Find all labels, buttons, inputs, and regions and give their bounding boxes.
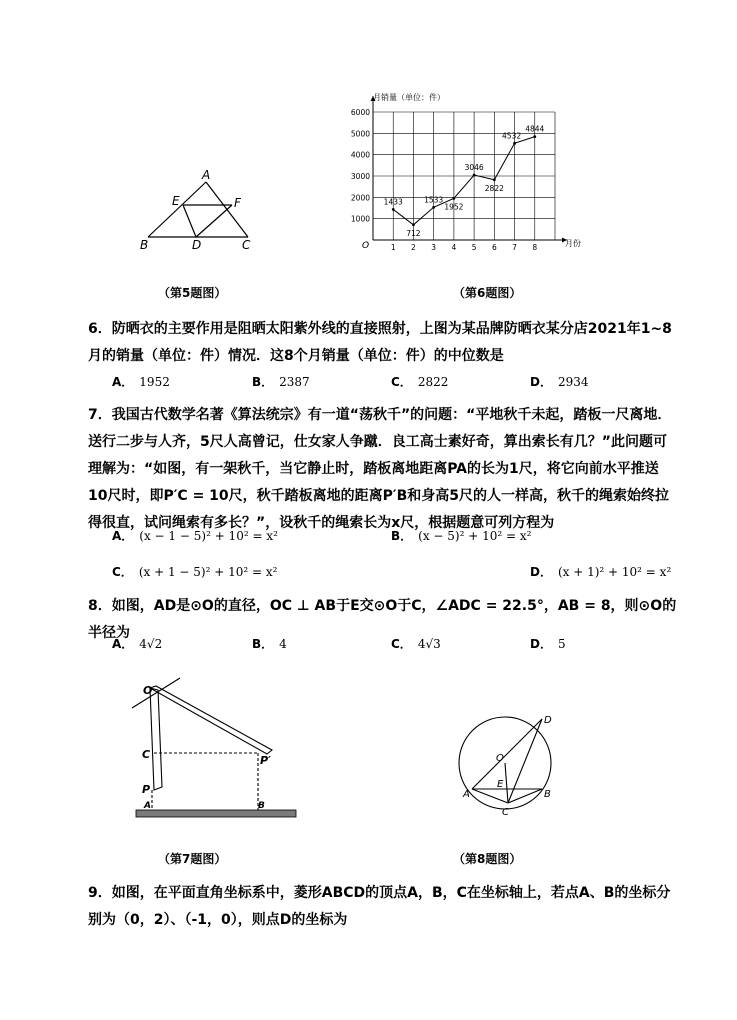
x-tick-label-4: 4 <box>451 243 457 252</box>
q6-option-c: C． 2822 <box>391 375 449 389</box>
q6-option-b: B． 2387 <box>252 375 310 389</box>
x-tick-label-6: 6 <box>491 243 497 252</box>
label-p: P <box>142 783 151 796</box>
q7-text: 我国古代数学名著《算法统宗》有一道“荡秋千”的问题：“平地秋千未起，踏板一尺离地．送行二步与人齐，5尺人高曾记，仕女家人争蹴．良工高士素好奇，算出索长有几？”此问题可理解为：“如图，有一架秋千，当它静止时，踏板离地距离PA的长为1尺，将它向前水平推送10尺时，即P′C = 10尺，秋千踏板离地的距离P′B和身高5尺的人一样高，秋千的绳索始终拉得很直，试问绳索有多长？”，设秋千的绳索长为x尺，根据题意可列方程为 <box>88 407 672 531</box>
x-tick-label-5: 5 <box>471 243 477 252</box>
y-tick-label-6000: 6000 <box>350 108 370 117</box>
q7-option-d: D． (x + 1)² + 10² = x² <box>530 565 672 579</box>
label-d: D <box>544 715 552 726</box>
x-tick-label-1: 1 <box>390 243 396 252</box>
x-tick-label-8: 8 <box>532 243 538 252</box>
label-a: A <box>463 789 470 800</box>
data-label-8: 4844 <box>525 124 545 134</box>
x-tick-label-2: 2 <box>411 243 416 252</box>
question-6 <box>88 316 678 370</box>
data-label-4: 1952 <box>444 202 464 212</box>
label-b: B <box>544 789 551 800</box>
data-point-3 <box>432 206 435 209</box>
segment-oc <box>505 763 508 803</box>
q8-option-d: D． 5 <box>530 637 566 651</box>
chart-ylabel: 月销量（单位：件） <box>373 93 445 102</box>
figure-6-line-chart <box>345 88 595 260</box>
label-e: E <box>172 194 180 208</box>
caption-fig8: （第8题图） <box>453 852 522 866</box>
q8-text: 如图，AD是⊙O的直径，OC ⊥ AB于E交⊙O于C，∠ADC = 22.5°，AB = 8，则⊙O的半径为 <box>88 598 677 641</box>
data-point-2 <box>412 223 415 226</box>
label-f: F <box>234 196 241 210</box>
q8-option-a: A． 4√2 <box>112 637 163 651</box>
segment-df <box>196 205 232 237</box>
label-a: A <box>202 168 211 182</box>
data-label-1: 1433 <box>383 197 403 207</box>
label-c: C <box>142 748 151 761</box>
series-line <box>393 137 535 225</box>
q6-number: 6． <box>88 321 112 337</box>
chart-origin: O <box>362 241 370 251</box>
data-point-1 <box>392 208 395 211</box>
y-tick-label-5000: 5000 <box>350 129 370 139</box>
label-b: B <box>140 238 149 252</box>
x-tick-label-3: 3 <box>431 243 437 252</box>
q9-text: 如图，在平面直角坐标系中，菱形ABCD的顶点A，B，C在坐标轴上，若点A、B的坐标分别为（0，2）、（-1，0），则点D的坐标为 <box>88 885 671 928</box>
y-tick-label-3000: 3000 <box>350 172 370 181</box>
caption-fig6: （第6题图） <box>453 286 522 300</box>
rope-rest <box>150 688 162 790</box>
data-label-2: 712 <box>406 228 421 238</box>
q8-option-b: B． 4 <box>252 637 287 651</box>
q7-number: 7． <box>88 407 112 423</box>
side-ab <box>148 182 206 237</box>
segment-ed <box>183 205 196 237</box>
q6-option-d: D． 2934 <box>530 375 589 389</box>
data-label-5: 3046 <box>464 163 484 173</box>
diameter-ad <box>472 719 542 789</box>
label-c: C <box>242 238 251 252</box>
chart-xlabel: 月份 <box>565 239 581 248</box>
segment-cd <box>508 719 542 803</box>
caption-fig5: （第5题图） <box>158 286 227 300</box>
question-8 <box>88 593 678 647</box>
figure-7-swing <box>128 672 303 824</box>
segment-ac <box>472 789 508 803</box>
label-b: B <box>258 801 265 811</box>
label-p-prime: P′ <box>260 754 271 767</box>
q9-number: 9． <box>88 885 112 901</box>
q8-number: 8． <box>88 598 112 614</box>
label-c: C <box>502 807 509 818</box>
label-e: E <box>497 779 504 790</box>
data-label-7: 4532 <box>502 131 522 141</box>
rope-swung <box>150 686 272 754</box>
data-point-8 <box>533 135 536 138</box>
label-o: O <box>496 753 504 764</box>
label-d: D <box>192 238 202 252</box>
beam <box>132 678 180 708</box>
y-tick-label-2000: 2000 <box>350 193 370 203</box>
q7-option-c: C． (x + 1 − 5)² + 10² = x² <box>112 565 278 579</box>
ground <box>136 810 296 817</box>
data-point-6 <box>493 178 496 181</box>
figure-8-circle <box>450 705 570 820</box>
y-tick-label-1000: 1000 <box>350 214 370 224</box>
x-tick-label-7: 7 <box>512 243 517 252</box>
data-point-4 <box>452 197 455 200</box>
question-7 <box>88 402 678 537</box>
label-o: O <box>143 684 153 697</box>
caption-fig7: （第7题图） <box>158 852 227 866</box>
data-point-7 <box>513 142 516 145</box>
data-label-3: 1533 <box>424 195 444 205</box>
figure-5-triangle <box>130 165 265 255</box>
q6-option-a: A． 1952 <box>112 375 170 389</box>
data-point-5 <box>473 174 476 177</box>
q7-option-b: B． (x − 5)² + 10² = x² <box>391 529 532 543</box>
q7-option-a: A． (x − 1 − 5)² + 10² = x² <box>112 529 278 543</box>
y-tick-label-4000: 4000 <box>350 150 370 160</box>
data-label-6: 2822 <box>484 183 504 193</box>
q6-text: 防晒衣的主要作用是阻晒太阳紫外线的直接照射，上图为某品牌防晒衣某分店2021年1~8月的销量（单位：件）情况．这8个月销量（单位：件）的中位数是 <box>88 321 672 364</box>
label-a: A <box>144 801 151 811</box>
question-9 <box>88 880 678 934</box>
q8-option-c: C． 4√3 <box>391 637 441 651</box>
